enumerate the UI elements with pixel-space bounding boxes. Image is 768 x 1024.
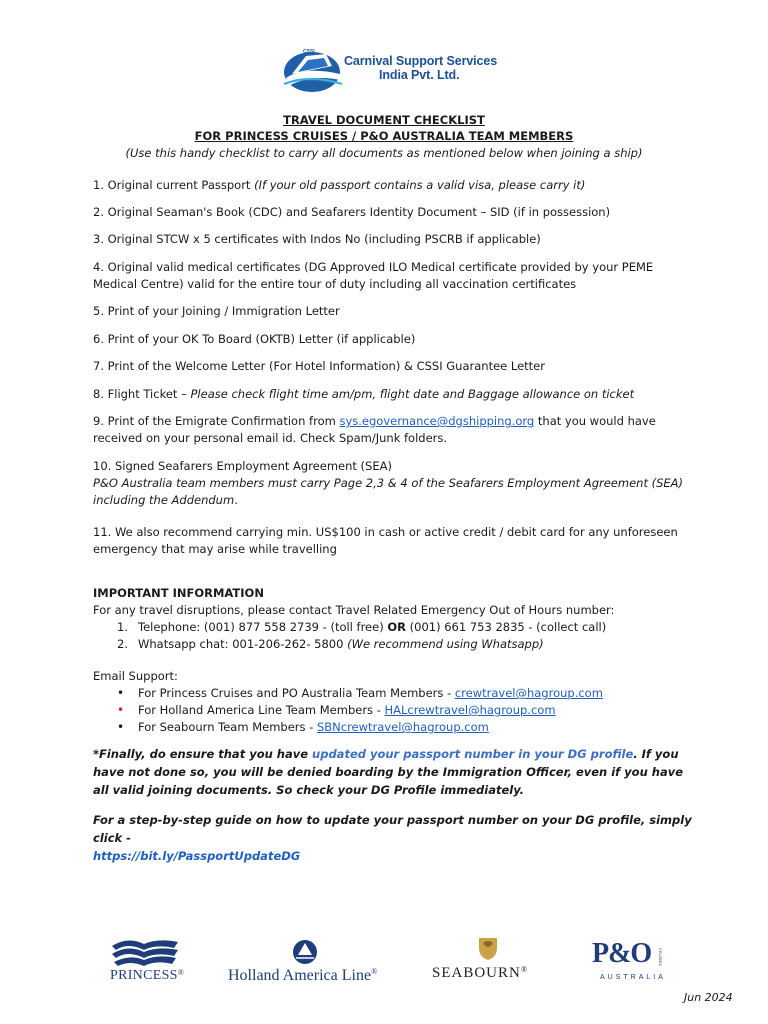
email-princess-label: For Princess Cruises and PO Australia Team Members -	[138, 686, 455, 700]
email-support-seabourn	[138, 719, 489, 735]
warning-part-b: . If you have not done so, you will be denied boarding by the Immigration Officer, even if you have all valid joining documents. So check your DG Profile immediately.	[93, 747, 684, 797]
warning-part-a: *Finally, do ensure that you have	[93, 747, 313, 761]
cssi-ship-logo-icon	[282, 44, 344, 94]
seabourn-brand-text: SEABOURN®	[432, 965, 528, 981]
passport-guide	[93, 811, 693, 865]
checklist-item-7: 7. Print of the Welcome Letter (For Hotel Information) & CSSI Guarantee Letter	[93, 359, 545, 373]
document-title: TRAVEL DOCUMENT CHECKLIST	[283, 113, 485, 127]
emergency-num-1: 1.	[117, 620, 128, 634]
cssi-badge-text: CSSI	[303, 49, 315, 55]
document-title-line2: FOR PRINCESS CRUISES / P&O AUSTRALIA TEAM MEMBERS	[194, 129, 574, 143]
item-8-text: 8. Flight Ticket –	[93, 387, 191, 401]
bullet-2: •	[117, 703, 125, 717]
item-10-note: P&O Australia team members must carry Page 2,3 & 4 of the Seafarers Employment Agreement (SEA) including the Addendum	[93, 476, 684, 507]
item-1-note: (If your old passport contains a valid visa, please carry it)	[254, 178, 586, 192]
emergency-intro: For any travel disruptions, please contact Travel Related Emergency Out of Hours number:	[93, 603, 615, 617]
po-cruises-text: CRUISES	[658, 948, 663, 966]
guide-text: For a step-by-step guide on how to update your passport number on your DG profile, simply click -	[93, 813, 692, 845]
po-australia-logo	[592, 938, 672, 986]
telephone-or: OR	[387, 620, 406, 634]
checklist-item-2: 2. Original Seaman's Book (CDC) and Seafarers Identity Document – SID (if in possession)	[93, 205, 611, 219]
whatsapp-note: (We recommend using Whatsapp)	[347, 637, 544, 651]
emergency-num-2: 2.	[117, 637, 128, 651]
checklist-item-3: 3. Original STCW x 5 certificates with Indos No (including PSCRB if applicable)	[93, 232, 541, 246]
logo-line2: India Pvt. Ltd.	[379, 68, 460, 82]
seabourn-logo	[432, 935, 547, 985]
checklist-item-9	[93, 413, 693, 447]
emergency-telephone	[138, 619, 606, 635]
checklist-item-8	[93, 386, 693, 403]
email-support-hal	[138, 702, 556, 718]
halcrewtravel-email-link[interactable]: HALcrewtravel@hagroup.com	[384, 703, 556, 717]
egovernance-email-link[interactable]: sys.egovernance@dgshipping.org	[339, 414, 535, 428]
crewtravel-email-link[interactable]: crewtravel@hagroup.com	[454, 686, 603, 700]
email-seabourn-label: For Seabourn Team Members -	[138, 720, 317, 734]
emergency-whatsapp	[138, 636, 544, 652]
hal-brand-text: Holland America Line®	[228, 967, 378, 984]
item-8-note: Please check flight time am/pm, flight date and Baggage allowance on ticket	[190, 387, 635, 401]
holland-america-logo	[228, 937, 388, 987]
item-10-text: 10. Signed Seafarers Employment Agreement (SEA)	[93, 459, 392, 473]
important-info-heading: IMPORTANT INFORMATION	[93, 586, 264, 600]
hal-globe-icon	[290, 937, 320, 967]
email-support-princess	[138, 685, 603, 701]
seabourn-crest-icon	[476, 935, 500, 961]
bullet-1: •	[117, 686, 125, 700]
princess-brand-text: PRINCESS®	[110, 968, 185, 983]
checklist-item-11: 11. We also recommend carrying min. US$100 in cash or active credit / debit card for any unforeseen emergency that may arise while travelling	[93, 525, 678, 556]
checklist-item-4: 4. Original valid medical certificates (DG Approved ILO Medical certificate provided by your PEME Medical Centre) valid for the entire tour of duty including all vaccination certificates	[93, 260, 654, 291]
logo-line1: Carnival Support Services	[344, 54, 498, 68]
cssi-logo	[282, 44, 512, 94]
princess-wave-icon	[108, 936, 183, 966]
item-9-text: 9. Print of the Emigrate Confirmation from	[93, 414, 340, 428]
sbncrewtravel-email-link[interactable]: SBNcrewtravel@hagroup.com	[316, 720, 489, 734]
po-brand-text: P&O	[592, 938, 652, 969]
po-australia-text: AUSTRALIA	[600, 974, 666, 981]
checklist-item-6: 6. Print of your OK To Board (OKTB) Letter (if applicable)	[93, 332, 416, 346]
email-support-heading: Email Support:	[93, 669, 178, 683]
passport-warning	[93, 745, 693, 799]
whatsapp-number: Whatsapp chat: 001-206-262- 5800	[138, 637, 348, 651]
checklist-item-10	[93, 458, 693, 509]
item-10-dot: .	[234, 493, 238, 507]
item-9-rest: that you would have received on your personal email id. Check Spam/Junk folders.	[93, 414, 656, 445]
checklist-item-5: 5. Print of your Joining / Immigration Letter	[93, 304, 340, 318]
telephone-tollfree: Telephone: (001) 877 558 2739 - (toll free)	[138, 620, 388, 634]
email-hal-label: For Holland America Line Team Members -	[138, 703, 385, 717]
telephone-collect: (001) 661 753 2835 - (collect call)	[406, 620, 607, 634]
checklist-item-1	[93, 177, 693, 194]
warning-highlight: updated your passport number in your DG profile	[312, 747, 634, 761]
footer-date: Jun 2024	[684, 991, 733, 1004]
princess-logo	[108, 936, 183, 986]
bullet-3: •	[117, 720, 125, 734]
passport-update-link[interactable]: https://bit.ly/PassportUpdateDG	[93, 849, 301, 863]
item-1-text: 1. Original current Passport	[93, 178, 255, 192]
document-subtitle: (Use this handy checklist to carry all documents as mentioned below when joining a ship)	[125, 146, 643, 160]
